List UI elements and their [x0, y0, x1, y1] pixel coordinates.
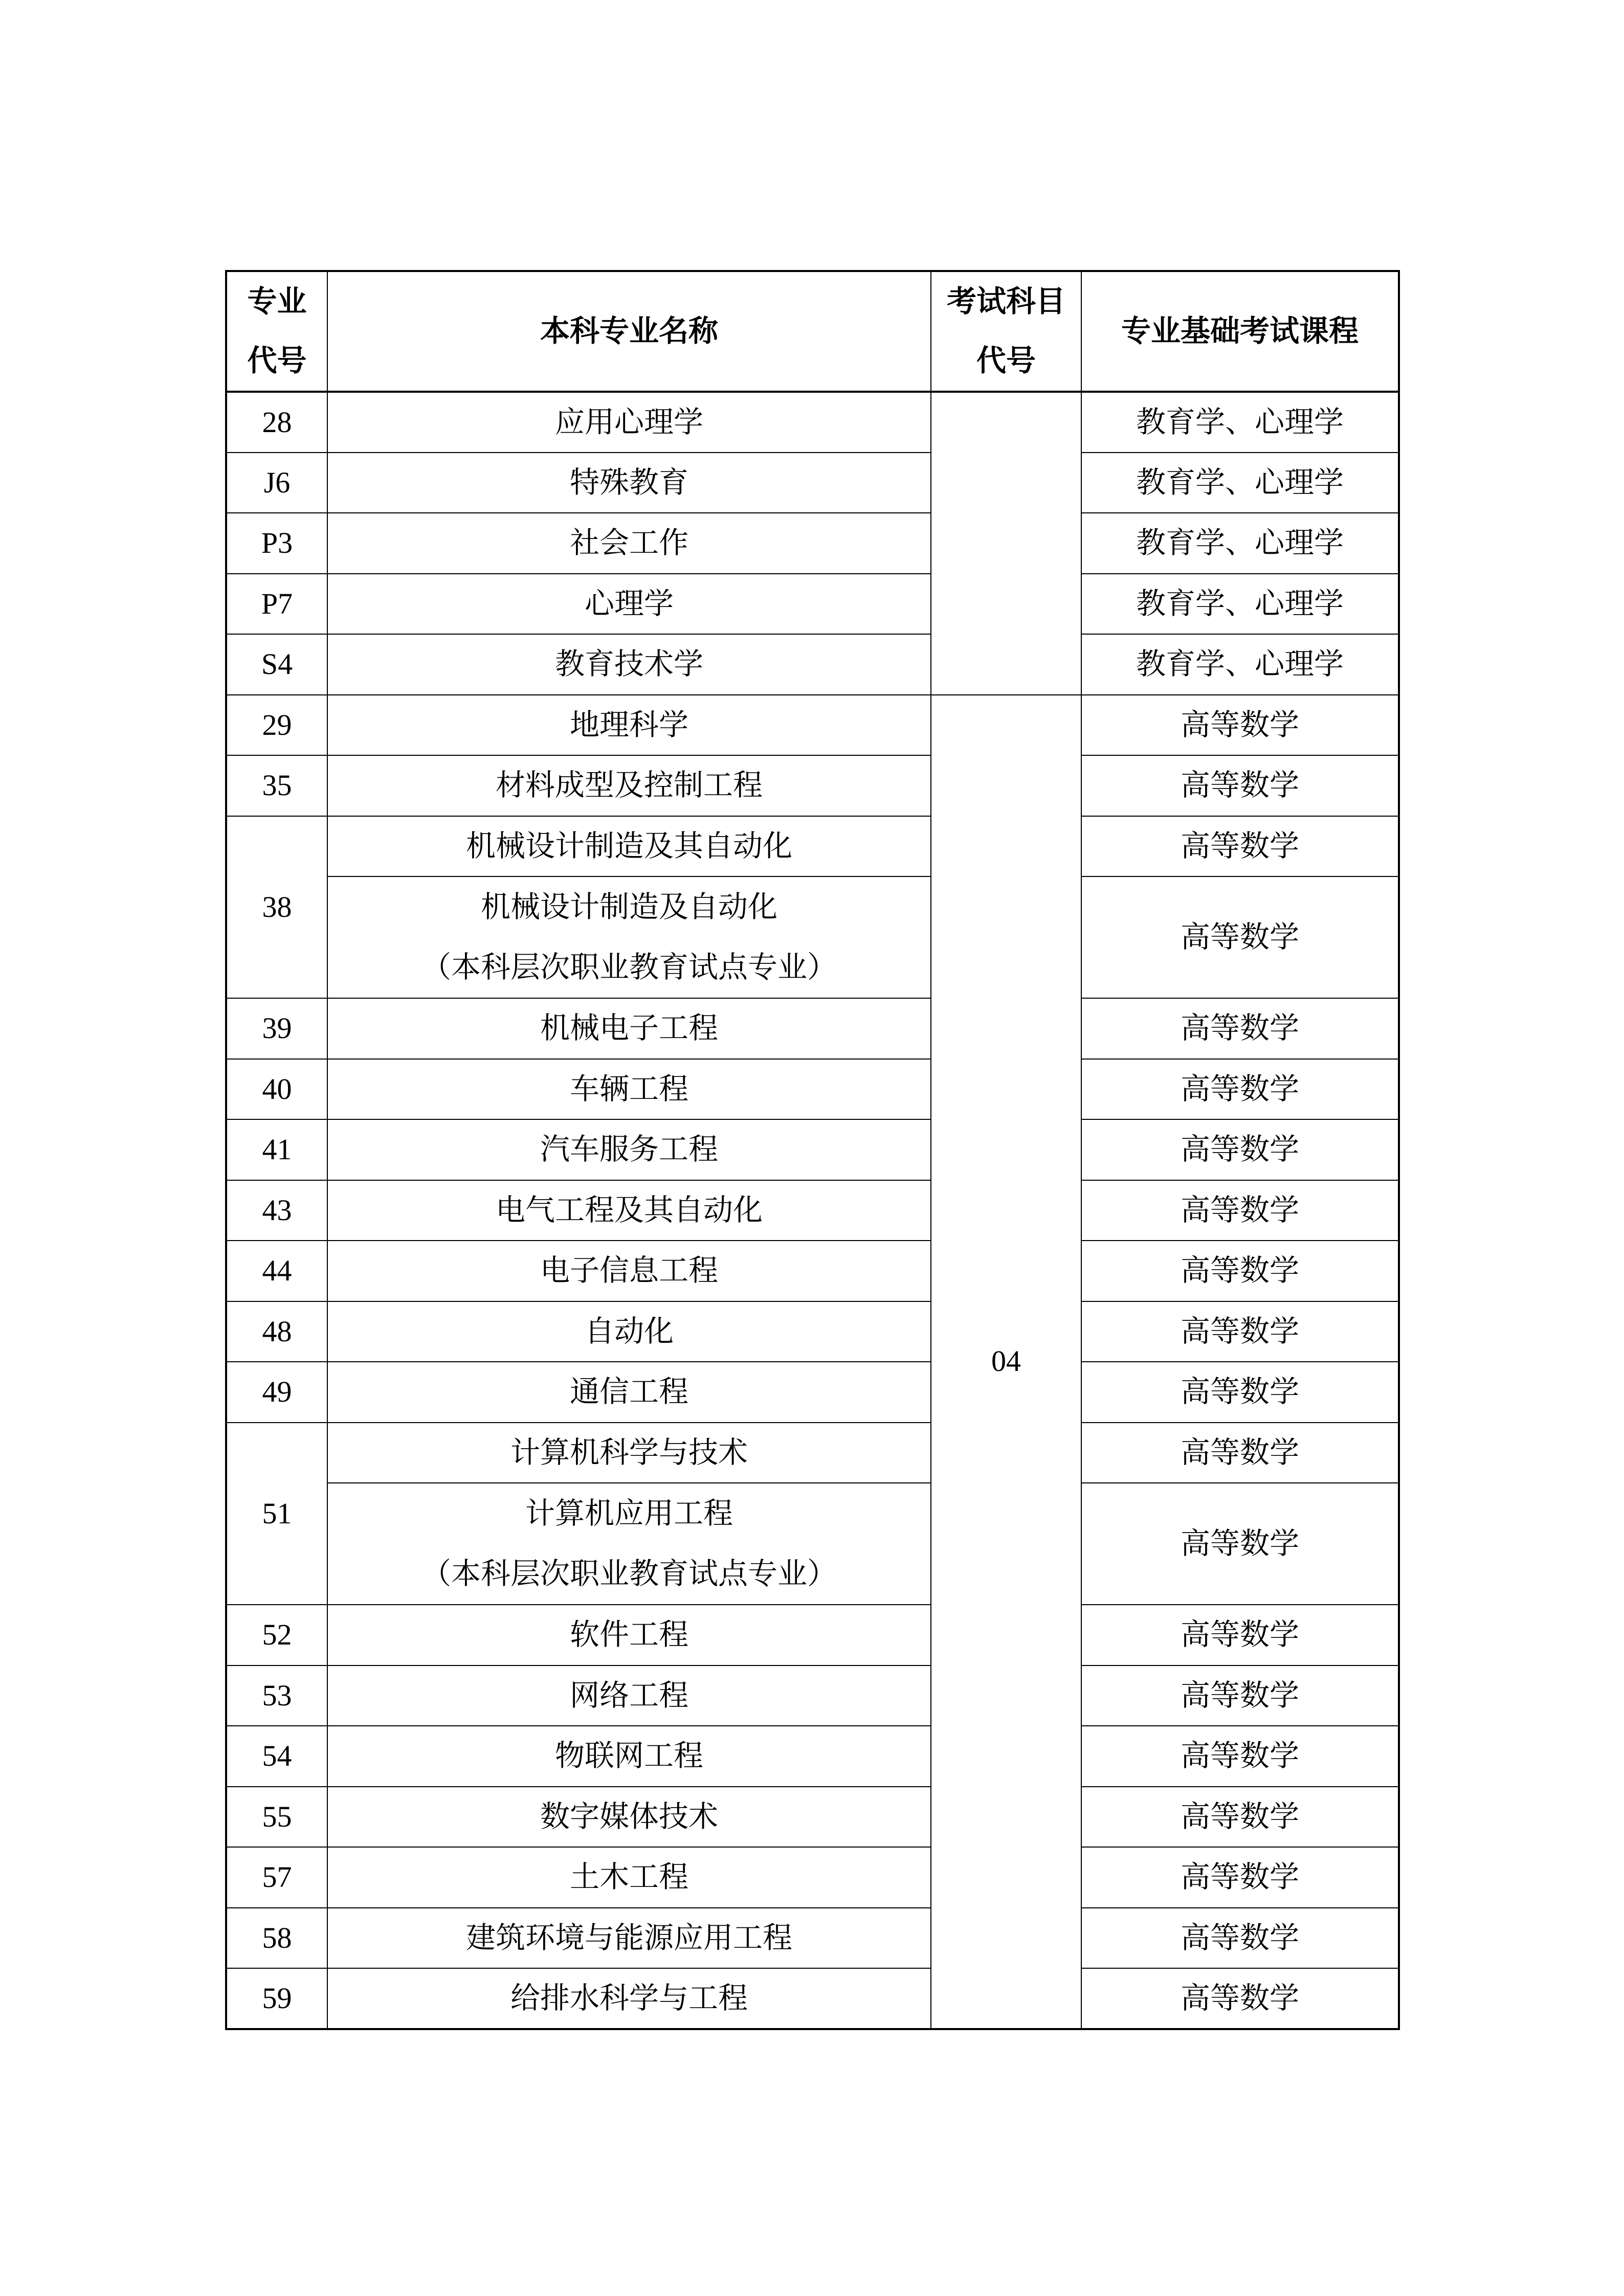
major-name-line1: 机械设计制造及自动化 [480, 890, 777, 924]
major-name-cell: 建筑环境与能源应用工程 [327, 1908, 931, 1969]
table-row [226, 513, 1399, 574]
table-row [226, 1180, 1399, 1241]
major-name-cell [327, 1483, 931, 1605]
table-row [226, 453, 1399, 513]
table-row [226, 1726, 1399, 1787]
course-cell: 高等数学 [1081, 1423, 1399, 1483]
table-row [226, 1362, 1399, 1423]
major-name-cell: 应用心理学 [327, 392, 931, 453]
major-code-cell: 57 [226, 1847, 327, 1908]
major-code-cell: 53 [226, 1665, 327, 1726]
course-cell: 高等数学 [1081, 695, 1399, 756]
header-basic-course: 专业基础考试课程 [1081, 271, 1399, 392]
table-row [226, 695, 1399, 756]
table-row [226, 1301, 1399, 1362]
major-code-cell: 41 [226, 1119, 327, 1180]
table-row [226, 816, 1399, 877]
major-name-cell: 数字媒体技术 [327, 1787, 931, 1848]
major-name-cell: 心理学 [327, 574, 931, 635]
major-code-cell: 59 [226, 1968, 327, 2029]
table-row [226, 1423, 1399, 1483]
major-name-cell: 电气工程及其自动化 [327, 1180, 931, 1241]
major-name-cell: 计算机科学与技术 [327, 1423, 931, 1483]
table-row [226, 1119, 1399, 1180]
major-code-cell: 39 [226, 998, 327, 1059]
majors-exam-table-wrap [225, 270, 1400, 2030]
major-name-line2: （本科层次职业教育试点专业） [421, 951, 837, 984]
table-row [226, 755, 1399, 816]
exam-subject-code-cell-group1 [931, 392, 1081, 695]
course-cell: 高等数学 [1081, 1241, 1399, 1301]
major-code-cell: 51 [226, 1423, 327, 1605]
major-name-cell [327, 876, 931, 998]
major-code-cell: 49 [226, 1362, 327, 1423]
major-name-cell: 特殊教育 [327, 453, 931, 513]
major-name-cell: 汽车服务工程 [327, 1119, 931, 1180]
major-name-cell: 材料成型及控制工程 [327, 755, 931, 816]
course-cell: 教育学、心理学 [1081, 574, 1399, 635]
major-code-cell: 29 [226, 695, 327, 756]
major-code-cell: 52 [226, 1605, 327, 1665]
table-row [226, 1665, 1399, 1726]
course-cell: 高等数学 [1081, 1059, 1399, 1120]
course-cell: 教育学、心理学 [1081, 513, 1399, 574]
table-row [226, 1483, 1399, 1605]
major-code-cell: P3 [226, 513, 327, 574]
course-cell: 教育学、心理学 [1081, 453, 1399, 513]
table-row [226, 574, 1399, 635]
course-cell: 教育学、心理学 [1081, 634, 1399, 695]
table-row [226, 1787, 1399, 1848]
course-cell: 高等数学 [1081, 1483, 1399, 1605]
course-cell: 高等数学 [1081, 1301, 1399, 1362]
major-code-cell: P7 [226, 574, 327, 635]
table-row [226, 392, 1399, 453]
major-name-cell: 机械设计制造及其自动化 [327, 816, 931, 877]
table-row [226, 998, 1399, 1059]
table-row [226, 1605, 1399, 1665]
course-cell: 高等数学 [1081, 1180, 1399, 1241]
table-row [226, 1847, 1399, 1908]
major-name-cell: 自动化 [327, 1301, 931, 1362]
table-row [226, 1968, 1399, 2029]
major-name-cell: 通信工程 [327, 1362, 931, 1423]
major-name-two-line [328, 877, 930, 998]
header-major-code-line2: 代号 [247, 344, 307, 377]
course-cell: 高等数学 [1081, 1908, 1399, 1969]
major-name-cell: 教育技术学 [327, 634, 931, 695]
header-exam-subject-code-text [931, 272, 1081, 391]
major-name-cell: 给排水科学与工程 [327, 1968, 931, 2029]
major-name-cell: 地理科学 [327, 695, 931, 756]
major-name-cell: 电子信息工程 [327, 1241, 931, 1301]
header-major-name: 本科专业名称 [327, 271, 931, 392]
table-header-row [226, 271, 1399, 392]
major-code-cell: J6 [226, 453, 327, 513]
major-code-cell: 43 [226, 1180, 327, 1241]
major-code-cell: 55 [226, 1787, 327, 1848]
major-name-cell: 软件工程 [327, 1605, 931, 1665]
major-name-two-line [328, 1483, 930, 1604]
major-code-cell: 44 [226, 1241, 327, 1301]
table-row [226, 1908, 1399, 1969]
course-cell: 高等数学 [1081, 998, 1399, 1059]
major-name-cell: 车辆工程 [327, 1059, 931, 1120]
major-code-cell: 38 [226, 816, 327, 999]
course-cell: 高等数学 [1081, 1726, 1399, 1787]
course-cell: 教育学、心理学 [1081, 392, 1399, 453]
major-code-cell: S4 [226, 634, 327, 695]
major-name-cell: 机械电子工程 [327, 998, 931, 1059]
course-cell: 高等数学 [1081, 1119, 1399, 1180]
header-exam-subject-code-line1: 考试科目 [946, 285, 1065, 318]
majors-exam-table [225, 270, 1400, 2030]
course-cell: 高等数学 [1081, 816, 1399, 877]
course-cell: 高等数学 [1081, 876, 1399, 998]
major-name-cell: 土木工程 [327, 1847, 931, 1908]
header-major-code-text [227, 272, 327, 391]
major-code-cell: 48 [226, 1301, 327, 1362]
major-name-line2: （本科层次职业教育试点专业） [421, 1557, 837, 1590]
course-cell: 高等数学 [1081, 1665, 1399, 1726]
major-code-cell: 54 [226, 1726, 327, 1787]
major-name-line1: 计算机应用工程 [525, 1497, 733, 1530]
course-cell: 高等数学 [1081, 1605, 1399, 1665]
header-major-code [226, 271, 327, 392]
header-exam-subject-code-line2: 代号 [976, 344, 1036, 377]
major-name-cell: 物联网工程 [327, 1726, 931, 1787]
table-row [226, 1241, 1399, 1301]
course-cell: 高等数学 [1081, 1362, 1399, 1423]
header-major-code-line1: 专业 [247, 285, 307, 318]
header-exam-subject-code [931, 271, 1081, 392]
major-code-cell: 40 [226, 1059, 327, 1120]
course-cell: 高等数学 [1081, 1787, 1399, 1848]
table-row [226, 1059, 1399, 1120]
major-code-cell: 58 [226, 1908, 327, 1969]
major-name-cell: 网络工程 [327, 1665, 931, 1726]
table-row [226, 876, 1399, 998]
course-cell: 高等数学 [1081, 1968, 1399, 2029]
major-name-cell: 社会工作 [327, 513, 931, 574]
course-cell: 高等数学 [1081, 755, 1399, 816]
course-cell: 高等数学 [1081, 1847, 1399, 1908]
exam-subject-code-cell-group2: 04 [931, 695, 1081, 2029]
major-code-cell: 35 [226, 755, 327, 816]
table-row [226, 634, 1399, 695]
major-code-cell: 28 [226, 392, 327, 453]
